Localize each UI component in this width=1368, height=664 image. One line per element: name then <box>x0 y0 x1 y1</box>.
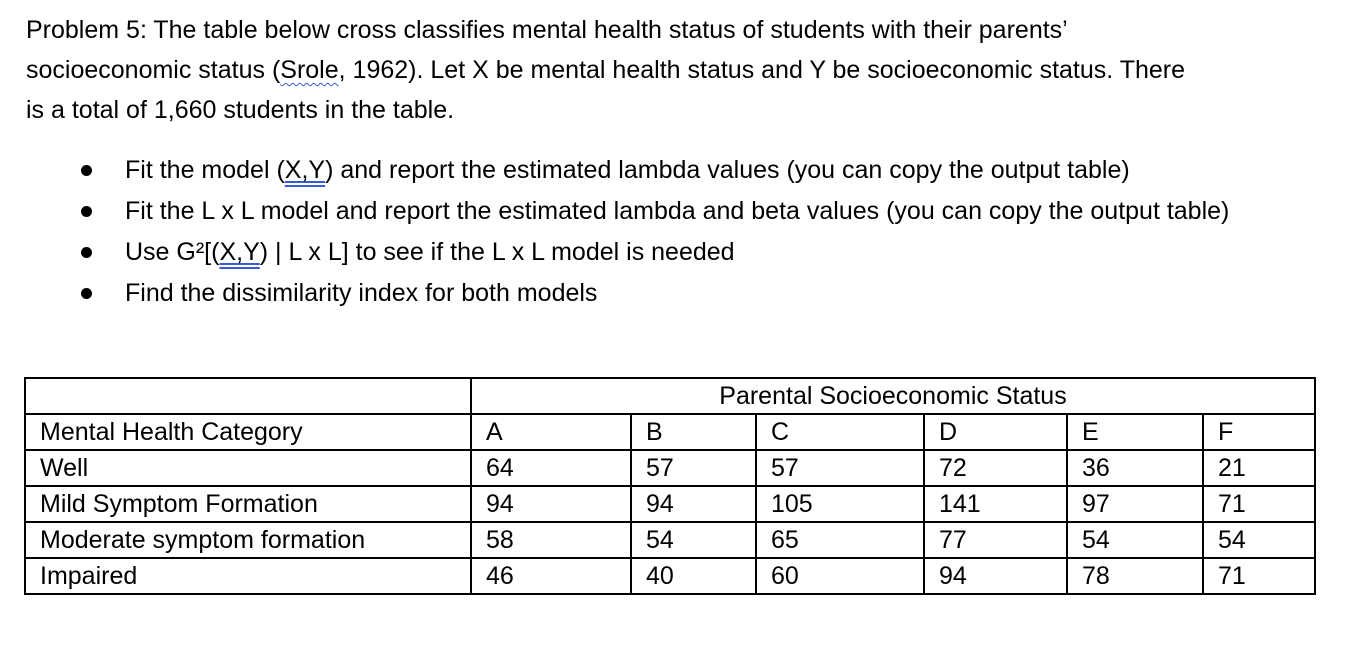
table-cell: 21 <box>1203 450 1315 486</box>
column-header: B <box>631 414 756 450</box>
table-cell: 58 <box>471 522 631 558</box>
srole-citation: Srole <box>280 56 339 84</box>
task-underlined-term: X,Y <box>284 156 326 184</box>
table-cell: 97 <box>1067 486 1203 522</box>
table-cell: 71 <box>1203 558 1315 594</box>
table-row <box>25 486 1315 522</box>
column-header-row <box>25 414 1315 450</box>
task-item <box>0 273 1295 313</box>
problem-line-2-start: socioeconomic status ( <box>26 56 281 84</box>
task-text: Fit the L x L model and report the estimated lambda and beta values (you can copy the output table) <box>125 197 1230 225</box>
table-cell: 54 <box>1067 522 1203 558</box>
table-cell: 105 <box>756 486 924 522</box>
group-header: Parental Socioeconomic Status <box>471 378 1315 414</box>
empty-corner-cell <box>25 378 471 414</box>
table-cell: 141 <box>924 486 1067 522</box>
column-header: D <box>924 414 1067 450</box>
table-cell: 94 <box>924 558 1067 594</box>
column-header: A <box>471 414 631 450</box>
column-header: F <box>1203 414 1315 450</box>
task-item <box>0 150 1295 190</box>
table-cell: 94 <box>471 486 631 522</box>
table-row <box>25 450 1315 486</box>
task-text-end: ) | L x L] to see if the L x L model is needed <box>259 238 735 266</box>
row-label: Well <box>25 450 471 486</box>
table-row <box>25 522 1315 558</box>
problem-line-2-end: , 1962). Let X be mental health status and Y be socioeconomic status. There <box>338 56 1186 84</box>
table-cell: 40 <box>631 558 756 594</box>
column-header: C <box>756 414 924 450</box>
task-list <box>0 150 1340 314</box>
table-cell: 54 <box>631 522 756 558</box>
problem-line-1: Problem 5: The table below cross classifies mental health status of students with their parents’ <box>26 16 1068 44</box>
table-cell: 72 <box>924 450 1067 486</box>
problem-statement <box>26 10 1326 130</box>
task-text-start: Use G²[( <box>125 238 220 266</box>
task-item <box>0 191 1295 231</box>
table-cell: 60 <box>756 558 924 594</box>
problem-line-3: is a total of 1,660 students in the table. <box>26 96 455 124</box>
table-cell: 78 <box>1067 558 1203 594</box>
row-label: Moderate symptom formation <box>25 522 471 558</box>
table-cell: 57 <box>631 450 756 486</box>
table-cell: 36 <box>1067 450 1203 486</box>
task-item <box>0 232 1295 272</box>
table-cell: 54 <box>1203 522 1315 558</box>
table-cell: 77 <box>924 522 1067 558</box>
table-row <box>25 558 1315 594</box>
task-text-start: Fit the model ( <box>125 156 285 184</box>
table-cell: 46 <box>471 558 631 594</box>
table-cell: 64 <box>471 450 631 486</box>
bullet-icon <box>81 288 92 299</box>
task-text-end: ) and report the estimated lambda values (you can copy the output table) <box>325 156 1130 184</box>
table-cell: 65 <box>756 522 924 558</box>
problem-line-2 <box>26 50 1326 90</box>
column-header: E <box>1067 414 1203 450</box>
row-header-label: Mental Health Category <box>25 414 471 450</box>
table-cell: 94 <box>631 486 756 522</box>
row-label: Mild Symptom Formation <box>25 486 471 522</box>
group-header-row <box>25 378 1315 414</box>
bullet-icon <box>81 165 92 176</box>
contingency-table <box>24 377 1316 595</box>
bullet-icon <box>81 206 92 217</box>
task-underlined-term: X,Y <box>219 238 260 266</box>
row-label: Impaired <box>25 558 471 594</box>
bullet-icon <box>81 247 92 258</box>
task-text: Find the dissimilarity index for both models <box>125 279 598 307</box>
table-cell: 71 <box>1203 486 1315 522</box>
table-cell: 57 <box>756 450 924 486</box>
